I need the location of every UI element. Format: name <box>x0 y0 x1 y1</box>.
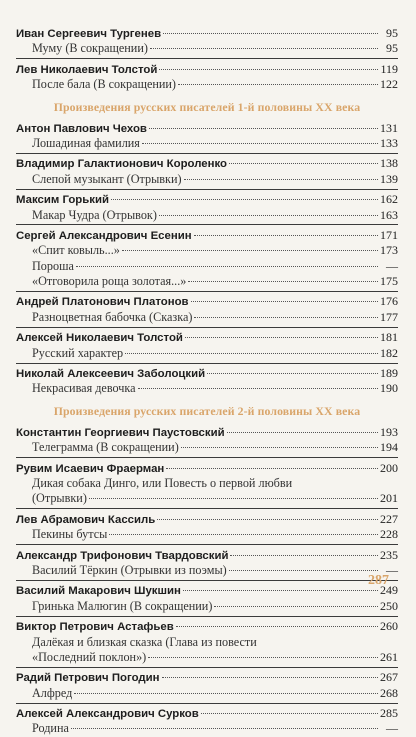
author-entry-page: 181 <box>380 330 398 345</box>
divider <box>16 363 398 364</box>
work-entry-continuation-page: 261 <box>380 649 398 664</box>
author-entry-page: 171 <box>380 227 398 242</box>
author-entry-text: Антон Павлович Чехов <box>16 122 147 135</box>
author-entry-page: 95 <box>386 26 398 40</box>
author-entry <box>16 330 398 345</box>
work-entry-text: «Отговорила роща золотая...» <box>32 274 187 289</box>
leader-dots <box>148 657 378 658</box>
divider <box>16 580 398 581</box>
leader-dots <box>142 143 378 144</box>
work-entry <box>16 440 398 455</box>
work-entry-text: Слепой музыкант (Отрывки) <box>32 171 182 186</box>
work-entry-page: 122 <box>380 77 398 92</box>
leader-dots <box>150 48 378 49</box>
work-entry-text: Василий Тёркин (Отрывки из поэмы) <box>32 562 227 577</box>
author-entry-page: 138 <box>380 156 398 171</box>
author-entry-page: 189 <box>380 366 398 381</box>
leader-dots <box>184 179 378 180</box>
work-entry-text: После бала (В сокращении) <box>32 77 176 92</box>
author-entry-page: 131 <box>380 120 398 135</box>
work-entry-page: 175 <box>380 274 398 289</box>
divider <box>16 58 398 59</box>
author-entry-page: 200 <box>380 460 398 475</box>
page-number: 287 <box>368 573 389 588</box>
author-entry-text: Николай Алексеевич Заболоцкий <box>16 368 206 381</box>
divider <box>16 508 398 509</box>
divider <box>16 703 398 704</box>
author-entry-text: Рувим Исаевич Фраерман <box>16 462 165 475</box>
author-entry-text: Максим Горький <box>16 194 109 207</box>
work-entry-continuation-page: 201 <box>380 491 398 506</box>
work-entry-text: Лошадиная фамилия <box>32 135 140 150</box>
author-entry-page: 260 <box>380 619 398 634</box>
toc-groups-top <box>16 26 398 93</box>
author-entry <box>16 26 398 41</box>
author-entry-text: Андрей Платонович Платонов <box>16 296 189 309</box>
author-entry-page: 119 <box>380 61 398 76</box>
author-entry <box>16 192 398 207</box>
work-entry-text: «Спит ковыль...» <box>32 243 120 258</box>
work-entry-text: Муму (В сокращении) <box>32 41 148 56</box>
divider <box>16 327 398 328</box>
leader-dots <box>109 534 378 535</box>
author-entry-text: Виктор Петрович Астафьев <box>16 621 174 634</box>
author-entry <box>16 121 398 136</box>
work-entry-page: 182 <box>380 345 398 360</box>
work-entry <box>16 243 398 258</box>
author-entry-page: 162 <box>380 192 398 207</box>
author-entry <box>16 62 398 77</box>
author-entry-page: 176 <box>380 294 398 309</box>
work-entry-page: 173 <box>380 243 398 258</box>
divider <box>16 457 398 458</box>
work-entry <box>16 635 398 650</box>
author-entry-text: Александр Трифонович Твардовский <box>16 549 229 562</box>
work-entry-page: — <box>386 721 398 736</box>
divider <box>16 616 398 617</box>
author-entry <box>16 156 398 171</box>
author-entry <box>16 425 398 440</box>
leader-dots <box>111 199 378 200</box>
work-entry-text: Некрасивая девочка <box>32 381 136 396</box>
table-of-contents <box>16 26 398 737</box>
work-entry-page: 95 <box>386 41 398 56</box>
author-entry <box>16 228 398 243</box>
work-entry-page: 190 <box>380 381 398 396</box>
divider <box>16 189 398 190</box>
author-entry-text: Лев Николаевич Толстой <box>16 63 158 76</box>
work-entry-page: 194 <box>380 440 398 455</box>
leader-dots <box>166 468 378 469</box>
author-entry <box>16 619 398 634</box>
leader-dots <box>188 281 378 282</box>
divider <box>16 291 398 292</box>
work-entry-text: Пекины бутсы <box>32 527 108 542</box>
leader-dots <box>201 713 378 714</box>
author-entry <box>16 706 398 721</box>
leader-dots <box>194 235 378 236</box>
author-entry-text: Василий Макарович Шукшин <box>16 585 181 598</box>
work-entry-page: 228 <box>380 527 398 542</box>
leader-dots <box>149 128 378 129</box>
leader-dots <box>214 606 378 607</box>
leader-dots <box>227 432 378 433</box>
leader-dots <box>229 163 378 164</box>
work-entry <box>16 41 398 56</box>
author-entry-page: 249 <box>380 583 398 598</box>
work-entry <box>16 476 398 491</box>
leader-dots <box>89 498 378 499</box>
toc-groups-section-1 <box>16 121 398 397</box>
work-entry-text: Далёкая и близкая сказка (Глава из повести <box>32 634 257 649</box>
author-entry <box>16 461 398 476</box>
author-entry-text: Сергей Александрович Есенин <box>16 229 192 242</box>
leader-dots <box>74 693 378 694</box>
work-entry-text: Гринька Малюгин (В сокращении) <box>32 598 213 613</box>
work-entry <box>16 274 398 289</box>
leader-dots <box>229 570 378 571</box>
leader-dots <box>159 215 378 216</box>
leader-dots <box>122 250 378 251</box>
work-entry <box>16 686 398 701</box>
work-entry <box>16 77 398 92</box>
leader-dots <box>191 301 378 302</box>
work-entry-page: — <box>386 258 398 273</box>
author-entry-text: Радий Петрович Погодин <box>16 672 160 685</box>
leader-dots <box>125 353 378 354</box>
divider <box>16 224 398 225</box>
leader-dots <box>194 317 378 318</box>
leader-dots <box>230 555 378 556</box>
leader-dots <box>178 84 378 85</box>
leader-dots <box>138 388 378 389</box>
divider <box>16 544 398 545</box>
work-entry <box>16 310 398 325</box>
leader-dots <box>163 33 378 34</box>
work-entry-text: Алфред <box>32 685 73 700</box>
work-entry <box>16 381 398 396</box>
work-entry-text: Родина <box>32 721 69 736</box>
author-entry-page: 193 <box>380 424 398 439</box>
work-entry-text: Русский характер <box>32 345 124 360</box>
author-entry-text: Иван Сергеевич Тургенев <box>16 28 162 40</box>
work-entry-text: Пороша <box>32 258 74 273</box>
author-entry-text: Владимир Галактионович Короленко <box>16 158 228 171</box>
work-entry-page: 177 <box>380 309 398 324</box>
author-entry-text: Алексей Александрович Сурков <box>16 708 199 721</box>
author-entry-text: Лев Абрамович Кассиль <box>16 513 156 526</box>
work-entry-page: 268 <box>380 685 398 700</box>
work-entry-text: Телеграмма (В сокращении) <box>32 440 179 455</box>
leader-dots <box>185 337 378 338</box>
work-entry-text: Разноцветная бабочка (Сказка) <box>32 309 193 324</box>
toc-groups-section-2 <box>16 425 398 737</box>
leader-dots <box>157 519 378 520</box>
work-entry-text: Дикая собака Динго, или Повесть о первой любви <box>32 475 293 490</box>
author-entry <box>16 548 398 563</box>
work-entry <box>16 527 398 542</box>
work-entry <box>16 346 398 361</box>
leader-dots <box>162 677 379 678</box>
work-entry <box>16 599 398 614</box>
work-entry-page: 133 <box>380 135 398 150</box>
work-entry-continuation-text: «Последний поклон») <box>32 649 147 664</box>
author-entry-page: 235 <box>380 547 398 562</box>
author-entry <box>16 366 398 381</box>
author-entry-page: 227 <box>380 511 398 526</box>
section-heading-2: Произведения русских писателей 2-й половины XX века <box>53 403 361 418</box>
leader-dots <box>207 373 378 374</box>
work-entry-page: — <box>386 562 398 577</box>
leader-dots <box>71 728 378 729</box>
work-entry-continuation <box>16 650 398 665</box>
leader-dots <box>159 69 378 70</box>
work-entry <box>16 136 398 151</box>
author-entry-page: 267 <box>380 670 398 685</box>
leader-dots <box>176 626 378 627</box>
work-entry-text: Макар Чудра (Отрывок) <box>32 207 157 222</box>
work-entry <box>16 721 398 736</box>
author-entry <box>16 583 398 598</box>
author-entry-page: 285 <box>380 706 398 721</box>
work-entry <box>16 172 398 187</box>
leader-dots <box>183 590 378 591</box>
work-entry-continuation <box>16 491 398 506</box>
work-entry-continuation-text: (Отрывки) <box>32 491 87 506</box>
author-entry <box>16 670 398 685</box>
leader-dots <box>181 447 378 448</box>
work-entry <box>16 563 398 578</box>
divider <box>16 667 398 668</box>
work-entry-page: 250 <box>380 598 398 613</box>
divider <box>16 153 398 154</box>
section-heading-1: Произведения русских писателей 1-й половины XX века <box>53 99 361 114</box>
author-entry <box>16 512 398 527</box>
author-entry <box>16 294 398 309</box>
author-entry-text: Алексей Николаевич Толстой <box>16 332 183 345</box>
work-entry-page: 139 <box>380 171 398 186</box>
work-entry <box>16 259 398 274</box>
leader-dots <box>76 266 378 267</box>
author-entry-text: Константин Георгиевич Паустовский <box>16 426 225 439</box>
work-entry <box>16 208 398 223</box>
work-entry-page: 163 <box>380 207 398 222</box>
